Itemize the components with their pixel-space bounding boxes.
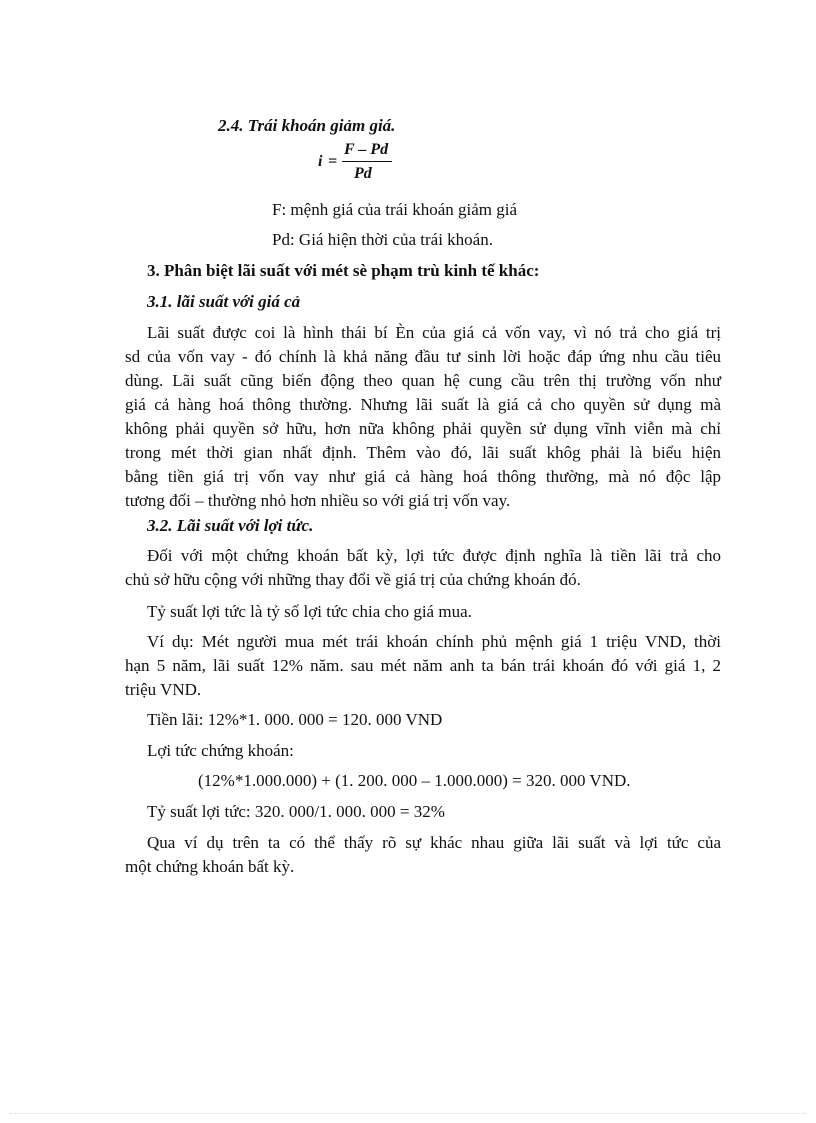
- paragraph-line: tương đối – thường nhỏ hơn nhiều so với giá trị vốn vay.: [125, 491, 511, 510]
- example-line: Ví dụ: Mét người mua mét trái khoán chính phủ mệnh giá 1 triệu VND, thời: [147, 632, 721, 651]
- paragraph-line: bằng tiền giá trị vốn vay như giá cả hàng hoá thông thường, mà nó độc lập: [125, 467, 721, 486]
- definition-f: F: mệnh giá của trái khoán giảm giá: [272, 200, 518, 219]
- section-2-4-heading: 2.4. Trái khoán giảm giá.: [218, 116, 396, 135]
- section-3-2-heading: 3.2. Lãi suất với lợi tức.: [147, 516, 314, 535]
- yield-label: Lợi tức chứng khoán:: [147, 741, 294, 760]
- interest-calculation: Tiền lãi: 12%*1. 000. 000 = 120. 000 VND: [147, 710, 443, 729]
- discount-bond-formula: [318, 141, 398, 191]
- paragraph-line: dùng. Lãi suất cũng biến động theo quan hệ cung cầu trên thị trường vốn như: [125, 371, 721, 390]
- conclusion-line: Qua ví dụ trên ta có thể thấy rõ sự khác nhau giữa lãi suất và lợi tức của: [147, 833, 721, 852]
- example-line: hạn 5 năm, lãi suất 12% năm. sau mét năm anh ta bán trái khoán đó với giá 1, 2: [125, 656, 721, 675]
- paragraph-line: sd của vốn vay - đó chính là khả năng đầu tư sinh lời hoặc đáp ứng nhu cầu tiêu: [125, 347, 721, 366]
- fraction-bar: [342, 161, 392, 162]
- formula-numerator: F – Pd: [344, 141, 389, 158]
- section-3-heading: 3. Phân biệt lãi suất với mét sè phạm trù kinh tế khác:: [147, 261, 540, 280]
- definition-pd: Pd: Giá hiện thời của trái khoán.: [272, 230, 493, 249]
- paragraph-line: không phải quyền sở hữu, hơn nữa không phải quyền sử dụng vĩnh viễn mà chỉ: [125, 419, 721, 438]
- yield-rate-calculation: Tỷ suất lợi tức: 320. 000/1. 000. 000 = 32%: [147, 802, 445, 821]
- formula-lhs: i: [318, 153, 323, 170]
- paragraph-line: Lãi suất được coi là hình thái bí Èn của giá cả vốn vay, vì nó trả cho giá trị: [147, 323, 721, 342]
- paragraph-line: chủ sở hữu cộng với những thay đổi về giá trị của chứng khoán đó.: [125, 570, 581, 589]
- yield-calculation: (12%*1.000.000) + (1. 200. 000 – 1.000.000) = 320. 000 VND.: [198, 771, 631, 790]
- formula-equals: =: [328, 153, 338, 170]
- example-line: triệu VND.: [125, 680, 202, 699]
- page-bottom-divider: [10, 1113, 806, 1114]
- paragraph-line: trong mét thời gian nhất định. Thêm vào đó, lãi suất khôg phải là biểu hiện: [125, 443, 721, 462]
- paragraph-line: giá cả hàng hoá thông thường. Nhưng lãi suất là giá cả cho quyền sử dụng mà: [125, 395, 721, 414]
- formula-denominator: Pd: [354, 165, 372, 182]
- section-3-1-heading: 3.1. lãi suất với giá cả: [147, 292, 301, 311]
- yield-rate-definition: Tỷ suất lợi tức là tỷ số lợi tức chia cho giá mua.: [147, 602, 472, 621]
- paragraph-line: Đối với một chứng khoán bất kỳ, lợi tức được định nghĩa là tiền lãi trả cho: [147, 546, 721, 565]
- conclusion-line: một chứng khoán bất kỳ.: [125, 857, 295, 876]
